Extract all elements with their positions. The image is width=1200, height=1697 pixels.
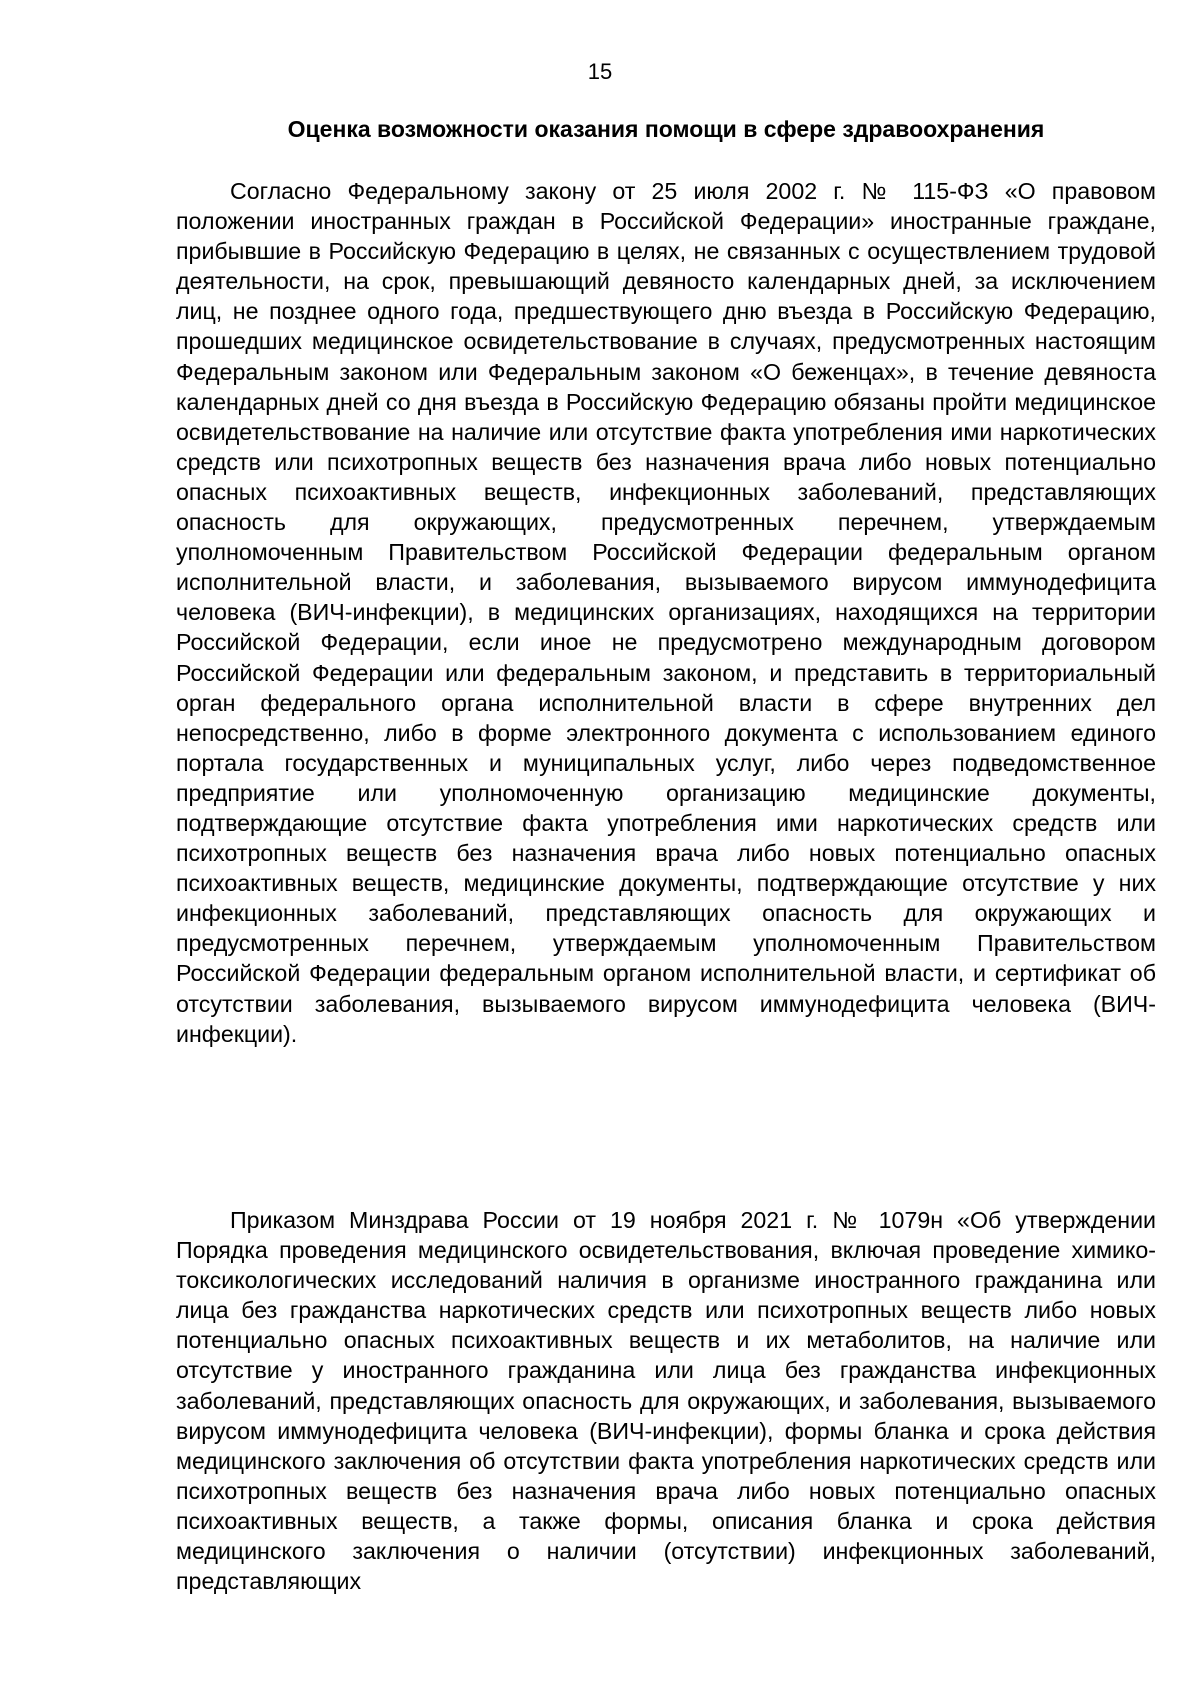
paragraph-115fz: Согласно Федеральному закону от 25 июля 2002 г. № 115-ФЗ «О правовом положении иностранных граждан в Российской Федерации» иностранные граждане, прибывшие в Российскую Федерацию в целях, не связанных с осуществлением трудовой деятельности, на срок, превышающий девяносто календарных дней, за исключением лиц, не позднее одного года, предшествующего дню въезда в Российскую Федерацию, прошедших медицинское освидетельствование в случаях, предусмотренных настоящим Федеральным законом или Федеральным законом «О беженцах», в течение девяноста календарных дней со дня въезда в Российскую Федерацию обязаны пройти медицинское освидетельствование на наличие или отсутствие факта употребления ими наркотических средств или психотропных веществ без назначения врача либо новых потенциально опасных психоактивных веществ, инфекционных заболеваний, представляющих опасность для окружающих, предусмотренных перечнем, утверждаемым уполномоченным Правительством Российской Федерации федеральным органом исполнительной власти, и заболевания, вызываемого вирусом иммунодефицита человека (ВИЧ-инфекции), в медицинских организациях, находящихся на территории Российской Федерации, если иное не предусмотрено международным договором Российской Федерации или федеральным законом, и представить в территориальный орган федерального органа исполнительной власти в сфере внутренних дел непосредственно, либо в форме электронного документа с использованием единого портала государственных и муниципальных услуг, либо через подведомственное предприятие или уполномоченную организацию медицинские документы, подтверждающие отсутствие факта употребления ими наркотических средств или психотропных веществ без назначения врача либо новых потенциально опасных психоактивных веществ, медицинские документы, подтверждающие отсутствие у них инфекционных заболеваний, представляющих опасность для окружающих и предусмотренных перечнем, утверждаемым уполномоченным Правительством Российской Федерации федеральным органом исполнительной власти, и сертификат об отсутствии заболевания, вызываемого вирусом иммунодефицита человека (ВИЧ-инфекции). bbox=[176, 178, 1156, 1047]
page-number: 15 bbox=[587, 59, 613, 84]
paragraph-order-1079n: Приказом Минздрава России от 19 ноября 2021 г. № 1079н «Об утверждении Порядка проведения медицинского освидетельствования, включая проведение химико-токсикологических исследований наличия в организме иностранного гражданина или лица без гражданства наркотических средств или психотропных веществ либо новых потенциально опасных психоактивных веществ и их метаболитов, на наличие или отсутствие у иностранного гражданина или лица без гражданства инфекционных заболеваний, представляющих опасность для окружающих, и заболевания, вызываемого вирусом иммунодефицита человека (ВИЧ-инфекции), формы бланка и срока действия медицинского заключения об отсутствии факта употребления наркотических средств или психотропных веществ без назначения врача либо новых потенциально опасных психоактивных веществ, а также формы, описания бланка и срока действия медицинского заключения о наличии (отсутствии) инфекционных заболеваний, представляющих bbox=[176, 1207, 1156, 1595]
section-title: Оценка возможности оказания помощи в сфере здравоохранения bbox=[287, 116, 1045, 142]
